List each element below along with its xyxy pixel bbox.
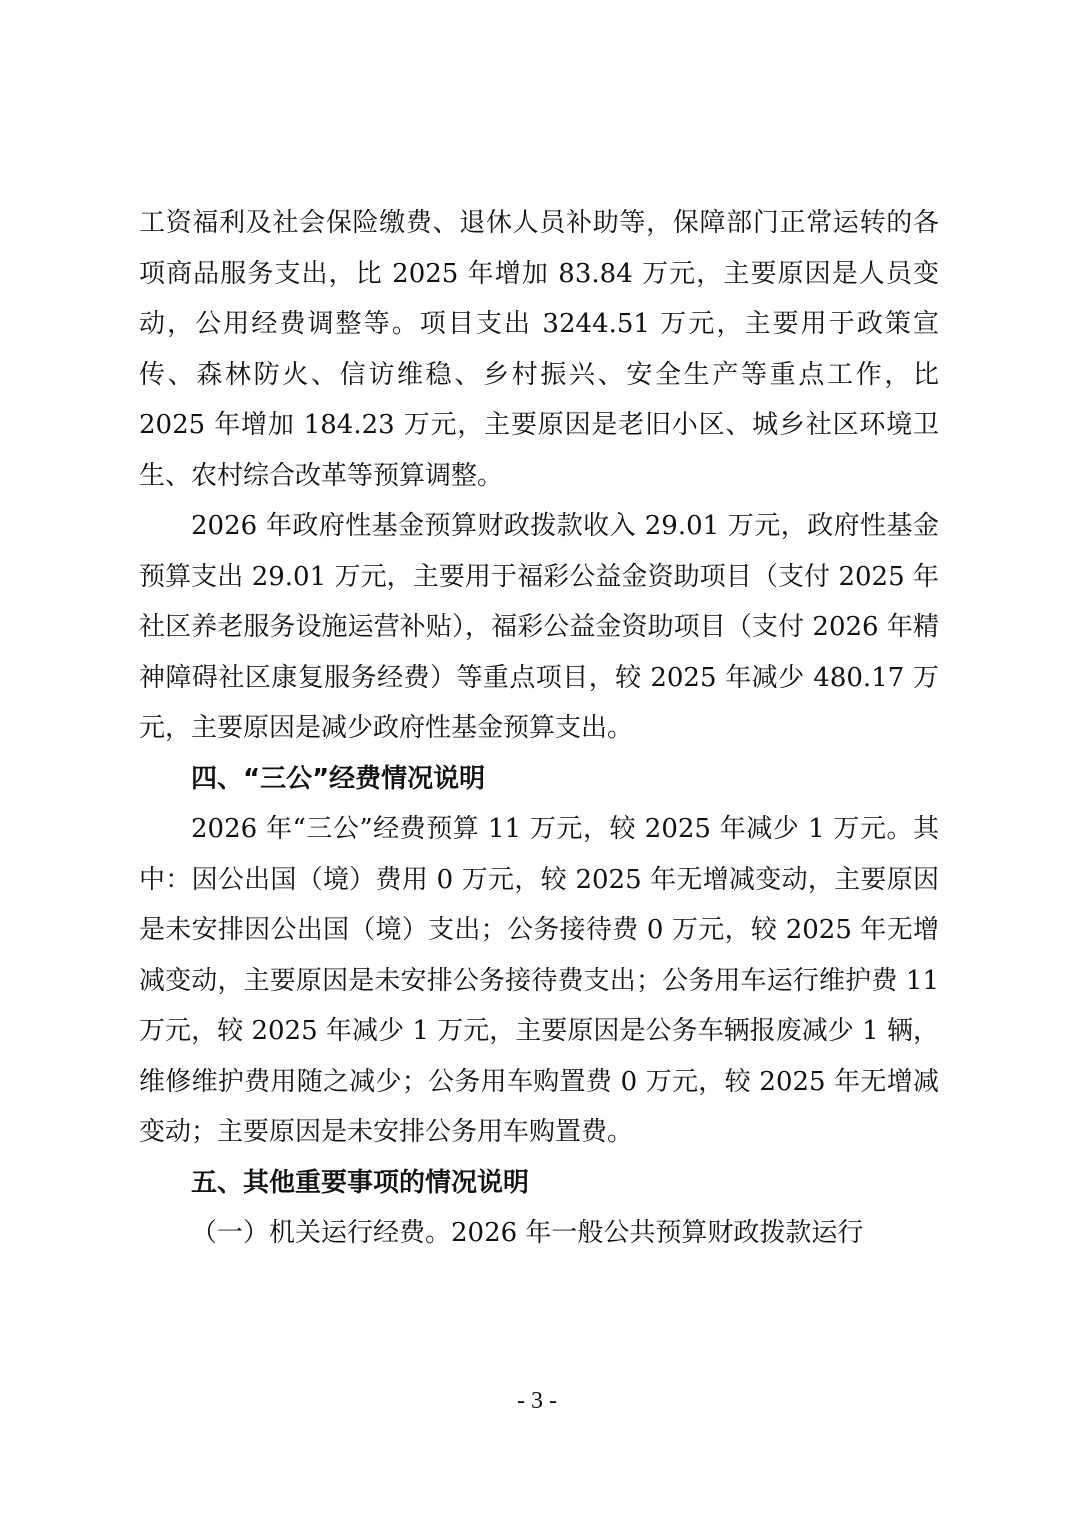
section-heading-other-matters: 五、其他重要事项的情况说明	[191, 1167, 530, 1198]
section-heading-three-public-expenses: 四、“三公”经费情况说明	[191, 763, 486, 794]
paragraph-expenditure-detail: 工资福利及社会保险缴费、退休人员补助等，保障部门正常运转的各项商品服务支出，比 2025 年增加 83.84 万元，主要原因是人员变动，公用经费调整等。项目支出 3244.51 万元，主要用于政策宣传、森林防火、信访维稳、乡村振兴、安全生产等重点工作，比 2025 年增加 184.23 万元，主要原因是老旧小区、城乡社区环境卫生、农村综合改革等预算调整。	[139, 208, 939, 491]
paragraph-three-public-expenses: 2026 年“三公”经费预算 11 万元，较 2025 年减少 1 万元。其中：因公出国（境）费用 0 万元，较 2025 年无增减变动，主要原因是未安排因公出国（境）支出；公务接待费 0 万元，较 2025 年无增减变动，主要原因是未安排公务接待费支出；公务用车运行维护费 11 万元，较 2025 年减少 1 万元，主要原因是公务车辆报废减少 1 辆，维修维护费用随之减少；公务用车购置费 0 万元，较 2025 年无增减变动；主要原因是未安排公务用车购置费。	[139, 814, 939, 1147]
page-number: - 3 -	[517, 1388, 557, 1414]
document-body	[139, 198, 939, 1259]
paragraph-government-fund-budget: 2026 年政府性基金预算财政拨款收入 29.01 万元，政府性基金预算支出 29.01 万元，主要用于福彩公益金资助项目（支付 2025 年社区养老服务设施运营补贴），福彩公益金资助项目（支付 2026 年精神障碍社区康复服务经费）等重点项目，较 2025 年减少 480.17 万元，主要原因是减少政府性基金预算支出。	[139, 511, 939, 743]
paragraph-agency-operating-expenses: （一）机关运行经费。2026 年一般公共预算财政拨款运行	[191, 1218, 864, 1248]
